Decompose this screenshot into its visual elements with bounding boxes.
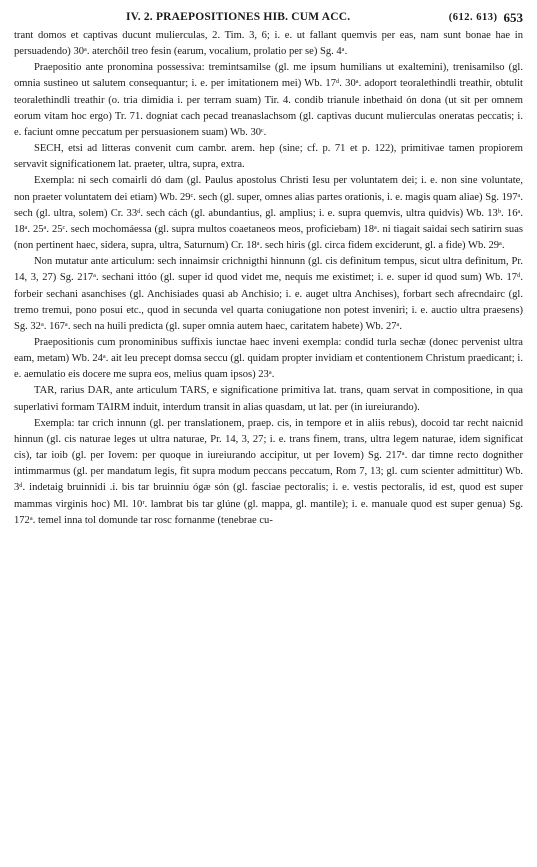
section-heading: IV. 2. PRAEPOSITIONES HIB. CUM ACC. xyxy=(126,11,351,23)
paragraph: SECH, etsi ad litteras convenit cum cambr. arem. hep (sine; cf. p. 71 et p. 122), primitivae tamen propiorem servavit significationem lat. praeter, ultra, supra, extra. xyxy=(14,143,523,171)
running-header xyxy=(14,6,523,28)
paragraph: TAR, rarius DAR, ante articulum TARS, e significatione primitiva lat. trans, quam servat in compositione, in qua superlativi formam TAIRM induit, interdum transit in alias quasdam, ut lat. per (in iureiurando). xyxy=(14,385,523,413)
paragraph: Exempla: ni sech comairli dó dam (gl. Paulus apostolus Christi Iesu per voluntatem dei; i. e. non sine voluntate, non praeter voluntatem dei etiam) Wb. 29ᶜ. sech (gl. super, omnes alias partes orationis, i. e. magis quam aliae) Sg. 197ᵃ. sech (gl. ultra, solem) Cr. 33ᵈ. sech cách (gl. abundantius, gl. amplius; i. e. supra quemvis, ultra quidvis) Wb. 13ᵇ. 16ᵃ. 18ᵃ. 25ᵃ. 25ᶜ. sech mochomáessa (gl. supra multos coaetaneos meos, proficiebam) 18ᵃ. ni tiagait saidai sech satirirn suas (non pertinent haec, sidera, supra, ultra, Saturnum) Cr. 18ᵃ. sech hiris (gl. circa fidem exciderunt, gl. a fide) Wb. 29ᵃ. xyxy=(14,175,523,252)
page-number: 653 xyxy=(503,10,523,25)
header-right xyxy=(449,7,523,29)
paragraph: Exempla: tar crich innunn (gl. per translationem, praep. cis, in tempore et in aliis rebus), docoid tar recht naicnid hinnun (gl. cis naturae leges ut ultra naturae, Pr. 14, 3, 27; i. e. trans finem, trans, ultra legem naturae, idem significat cis), tar ioib (gl. per Iovem: per quoque in iureiurando accipitur, ut per Iovem) Sg. 217ᵃ. dar timne recto dognither intimmarmus (gl. per mandatum legis, fit supra modum peccans peccatum, Rom 7, 13; gl. cum scienter admittitur) Wb. 3ᵈ. indetaig bruinnidi .i. bis tar bruinniu ógæ són (gl. fasciae pectoralis; i. e. vestis pectoralis, id est, quod est super mammas virginis hoc) Ml. 10ʳ. lambrat bis tar glúne (gl. mappa, gl. mantile); i. e. manuale quod est super genua) Sg. 172ᵃ. temel inna tol domunde tar rosc fornanme (tenebrae cu- xyxy=(14,417,523,526)
paragraph: trant domos et captivas ducunt mulierculas, 2. Tim. 3, 6; i. e. ut fallant quemvis per eas, nam sunt bonae hae in persuadendo) 30ᵃ. aterchôil treo fesin (earum, vocalium, prolatio per se) Sg. 4ᵃ. xyxy=(14,30,523,58)
paragraph: Praepositionis cum pronominibus suffixis iunctae haec inveni exempla: condid turla sechæ (donec pervenist ultra eam, metam) Wb. 24ᵃ. ait leu precept domsa seccu (gl. quidam propter invidiam et contentionem Christum praedicant; i. e. aemulatio eis docere me supra eos, melius quam ipsos) 23ᵃ. xyxy=(14,336,523,381)
paragraph: Praepositio ante pronomina possessiva: tremintsamilse (gl. me ipsum humilians ut exalteminі), trenisamilso (gl. omnia sustineo ut salutem consequantur; i. e. per imitationem mei) Wb. 17ᵈ. 30ᵃ. adoport teoralethindli treathir, obtulit teoralethindli treathir (o. tria dimidia i. per terram suam) Tir. 4. condib trianule inbethaid ón dona (ut sit per omnem eorum vitam hoc ergo) Tr. 71. dogniat cach pecad treanaslachsom (gl. captivas ducunt mulierculas oneratas peccatis; i. e. faciunt omne peccatum per persuasionem suam) Wb. 30ᶜ. xyxy=(14,62,523,138)
section-reference: (612. 613) xyxy=(448,12,498,23)
body-text xyxy=(14,28,523,529)
paragraph: Non mutatur ante articulum: sech innaimsir crichnigthi hinnunn (gl. cis definitum tempus, sicut ultra definitum, Pr. 14, 3, 27) Sg. 217ᵃ. sechani ittóo (gl. super id quod videt me, nequis me existimet; i. e. super id quod sum) Wb. 17ᵈ. forbeir sechani asanchises (gl. Anchisiades quasi ab Anchisio; i. e. auget ultra Anchises), forbart sech afrecndairc (gl. tremo tremui, pono posui etc., quod in secunda vel quarta coniugatione non potest inveniri; i. e. auctio ultra praesens) Sg. 32ᵃ. 167ᵃ. sech na huili predicta (gl. super omnia autem haec, caritatem habete) Wb. 27ᵃ. xyxy=(14,256,523,332)
